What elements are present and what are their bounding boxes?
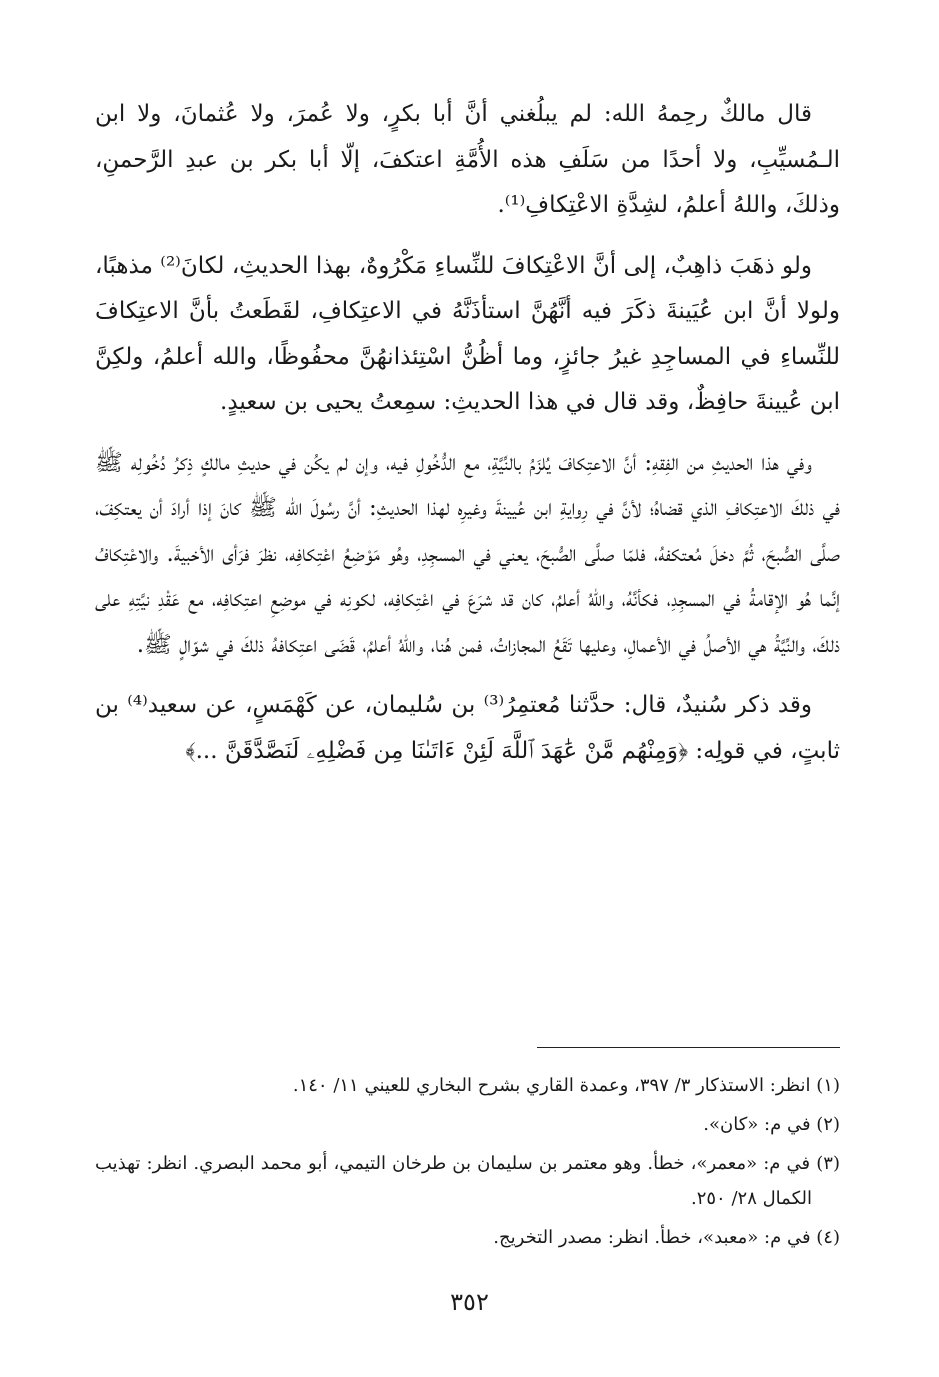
page-number: ٣٥٢ <box>450 1288 489 1316</box>
main-text <box>95 92 840 789</box>
body-paragraph: وفي هذا الحديثِ من الفِقهِ: أنَّ الاعتِكافَ يُلزَمُ بالنِّيَّةِ، مع الدُّخُولِ فيه، وإن لم يكُن في حديثِ مالكٍ ذِكرُ دُخُولِه ﷺ في ذلكَ الاعتِكافِ الذي قضاهُ؛ لأنَّ في رِوايةِ ابن عُيينةَ وغيرِه لهذا الحديثِ: أنَّ رسُولَ الله ﷺ كانَ إذا أرادَ أن يعتكِفَ، صلَّى الصُّبحَ، ثُمَّ دخلَ مُعتكفهُ، فلمّا صلَّى الصُّبحَ، يعني في المسجِدِ، وهُو مَوْضِعُ اعْتِكافِه، نظرَ فرَأى الأخبيةَ. والاعْتِكافُ إنَّما هُو الإقامةُ في المسجِدِ، فكأنَّهُ، واللهُ أعلمُ، كان قد شرَعَ في اعْتِكافِه، لكونِه في موضِعِ اعتِكافِه، مع عَقْدِ نيَّتِهِ على ذلكَ، والنِّيَّةُ هي الأصلُ في الأعمالِ، وعليها تَقَعُ المجازاتُ، فمن هُنا، واللهُ أعلمُ، قَضَى اعتِكافهُ ذلكَ في شوّالٍ ﷺ. <box>95 449 840 658</box>
footnote: (١) انظر: الاستذكار ٣/ ٣٩٧، وعمدة القاري بشرح البخاري للعيني ١١/ ١٤٠. <box>292 1075 840 1096</box>
footnotes <box>95 1068 840 1259</box>
footnote: (٢) في م: «كان». <box>703 1114 840 1135</box>
body-paragraph: قال مالكٌ رحِمهُ الله: لم يبلُغني أنَّ أبا بكرٍ، ولا عُمرَ، ولا عُثمانَ، ولا ابن الـمُسيِّبِ، ولا أحدًا من سَلَفِ هذه الأُمَّةِ اعتكفَ، إلّا أبا بكر بن عبدِ الرَّحمنِ، وذلكَ، واللهُ أعلمُ، لشِدَّةِ الاعْتِكافِ⁽¹⁾. <box>95 101 840 218</box>
footnote-separator <box>537 1047 840 1048</box>
body-paragraph: ولو ذهَبَ ذاهِبٌ، إلى أنَّ الاعْتِكافَ للنِّساءِ مَكْرُوهٌ، بهذا الحديثِ، لكانَ⁽²⁾ مذهبًا، ولولا أنَّ ابن عُيَينةَ ذكَرَ فيه أنَّهُنَّ استأذَنَّهُ في الاعتِكافِ، لقَطَعتُ بأنَّ الاعتِكافَ للنِّساءِ في المساجِدِ غيرُ جائزٍ، وما أظُنُّ اسْتِئذانهُنَّ محفُوظًا، والله أعلمُ، ولكِنَّ ابن عُيينةَ حافِظٌ، وقد قال في هذا الحديثِ: سمِعتُ يحيى بن سعيدٍ. <box>95 252 840 415</box>
footnote: (٣) في م: «معمر»، خطأ. وهو معتمر بن سليمان بن طرخان التيمي، أبو محمد البصري. انظر: تهذيب الكمال ٢٨/ ٢٥٠. <box>95 1153 840 1209</box>
body-paragraph: وقد ذكر سُنيدٌ، قال: حدَّثنا مُعتمِرُ⁽³⁾ بن سُليمان، عن كَهْمَسٍ، عن سعيد⁽⁴⁾ بن ثابتٍ، في قولِه: ﴿وَمِنْهُم مَّنْ عَٰهَدَ ٱللَّهَ لَئِنْ ءَاتَىٰنَا مِن فَضْلِهِۦ لَنَصَّدَّقَنَّ ...﴾ <box>95 692 840 764</box>
footnote: (٤) في م: «معبد»، خطأ. انظر: مصدر التخريج. <box>493 1227 840 1248</box>
